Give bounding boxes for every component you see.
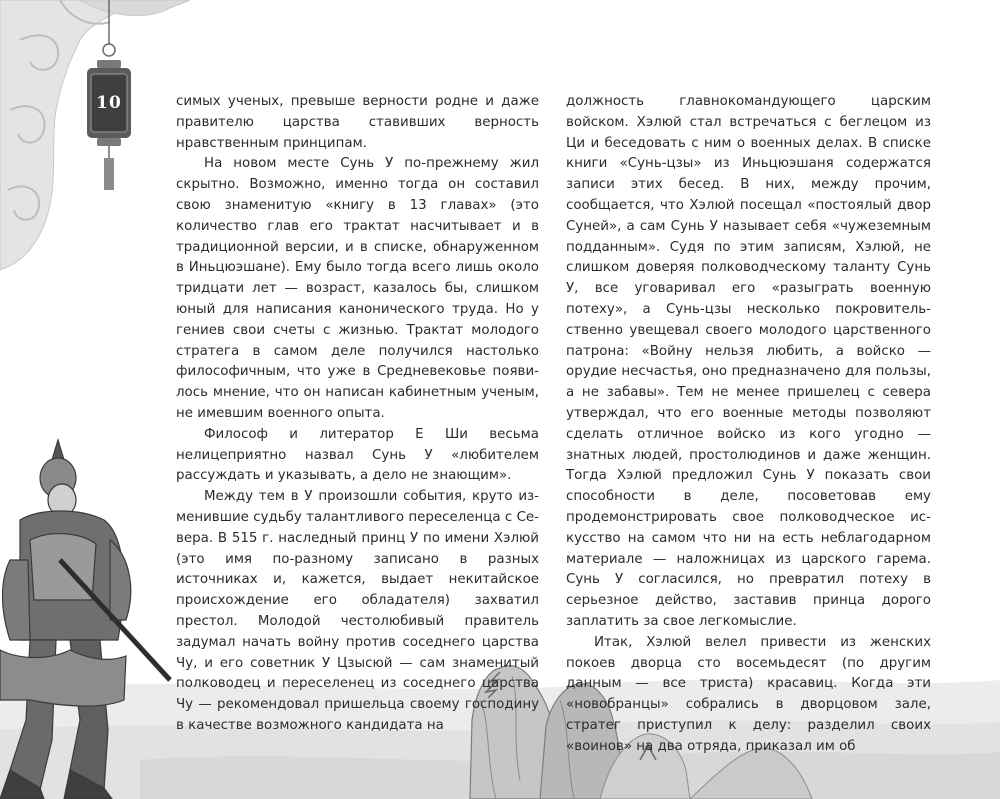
- text-column-left: [176, 92, 539, 737]
- page-number: 10: [96, 93, 122, 113]
- text-column-right: [566, 92, 931, 758]
- paragraph: Между тем в У произошли события, круто изменившие судьбу талантливого переселенца с Севера. В 515 г. наследный принц У по имени Хэлюй (это имя по-разному записано в разных источниках и, кажется, выдает некитайское происхождение его обладателя) захватил престол. Молодой честолюбивый правитель задумал начать войну против соседнего царства Чу, и его советник У Цзысюй — сам знаменитый полководец и переселенец из соседнего царства Чу — рекомендовал пришельца своему господину в качестве возможного кандидата на: [176, 489, 539, 733]
- paragraph: должность главнокомандующего царским войском. Хэлюй стал встречаться с беглецом из Ци и беседовать с ним о военных делах. В списке книги «Сунь-цзы» из Иньцюэшаня содержатся записи этих бесед. В них, между прочим, сообщается, что Хэлюй посещал «постоялый двор Суней», а сам Сунь У называет себя «чужеземным подданным». Судя по этим записям, Хэлюй, не слишком доверяя полководческому таланту Сунь У, все уговаривал его «разыграть военную потеху», а Сунь-цзы несколько покровительственно увещевал своего молодого царственного патрона: «Войну нельзя любить, а войско — орудие несчастья, оно предназначено для пользы, а не забавы». Тем не менее пришелец с севера утверждал, что его военные методы позволяют сделать отличное войско из кого угодно — знатных людей, простолюдинов и даже женщин. Тогда Хэлюй предложил Сунь У показать свои способности в деле, посоветовав ему продемонстрировать свое полководческое искусство на самом что ни на есть неблагодарном материале — наложницах из царского гарема. Сунь У согласился, но превратил потеху в серьезное действо, заставив принца дорого заплатить за свое легкомыслие.: [566, 94, 931, 629]
- paragraph: Итак, Хэлюй велел привести из женских покоев дворца сто восемьдесят (по другим данным — все триста) красавиц. Когда эти «новобранцы» собрались в дворцовом зале, стратег приступил к делу: разделил своих «воинов» на два отряда, приказал им об: [566, 634, 931, 754]
- paragraph: симых ученых, превыше верности родне и даже правителю царства ставивших верность нравственным принципам.: [176, 94, 539, 151]
- paragraph: На новом месте Сунь У по-прежнему жил скрытно. Возможно, именно тогда он составил свою знаменитую «книгу в 13 главах» (это количество глав его трактат насчитывает и в традиционной версии, и в списке, обнаруженном в Иньцюэшане). Ему было тогда всего лишь около тридцати лет — возраст, казалось бы, слишком юный для написания канонического труда. Но у гениев свои счеты с жизнью. Трактат молодого стратега в самом деле получился настолько философичным, что уже в Средневековье появилось мнение, что он написан кабинетным ученым, не имевшим военного опыта.: [176, 156, 539, 421]
- paragraph: Философ и литератор Е Ши весьма нелицеприятно назвал Сунь У «любителем рассуждать и указывать, а дело не знающим».: [176, 426, 539, 484]
